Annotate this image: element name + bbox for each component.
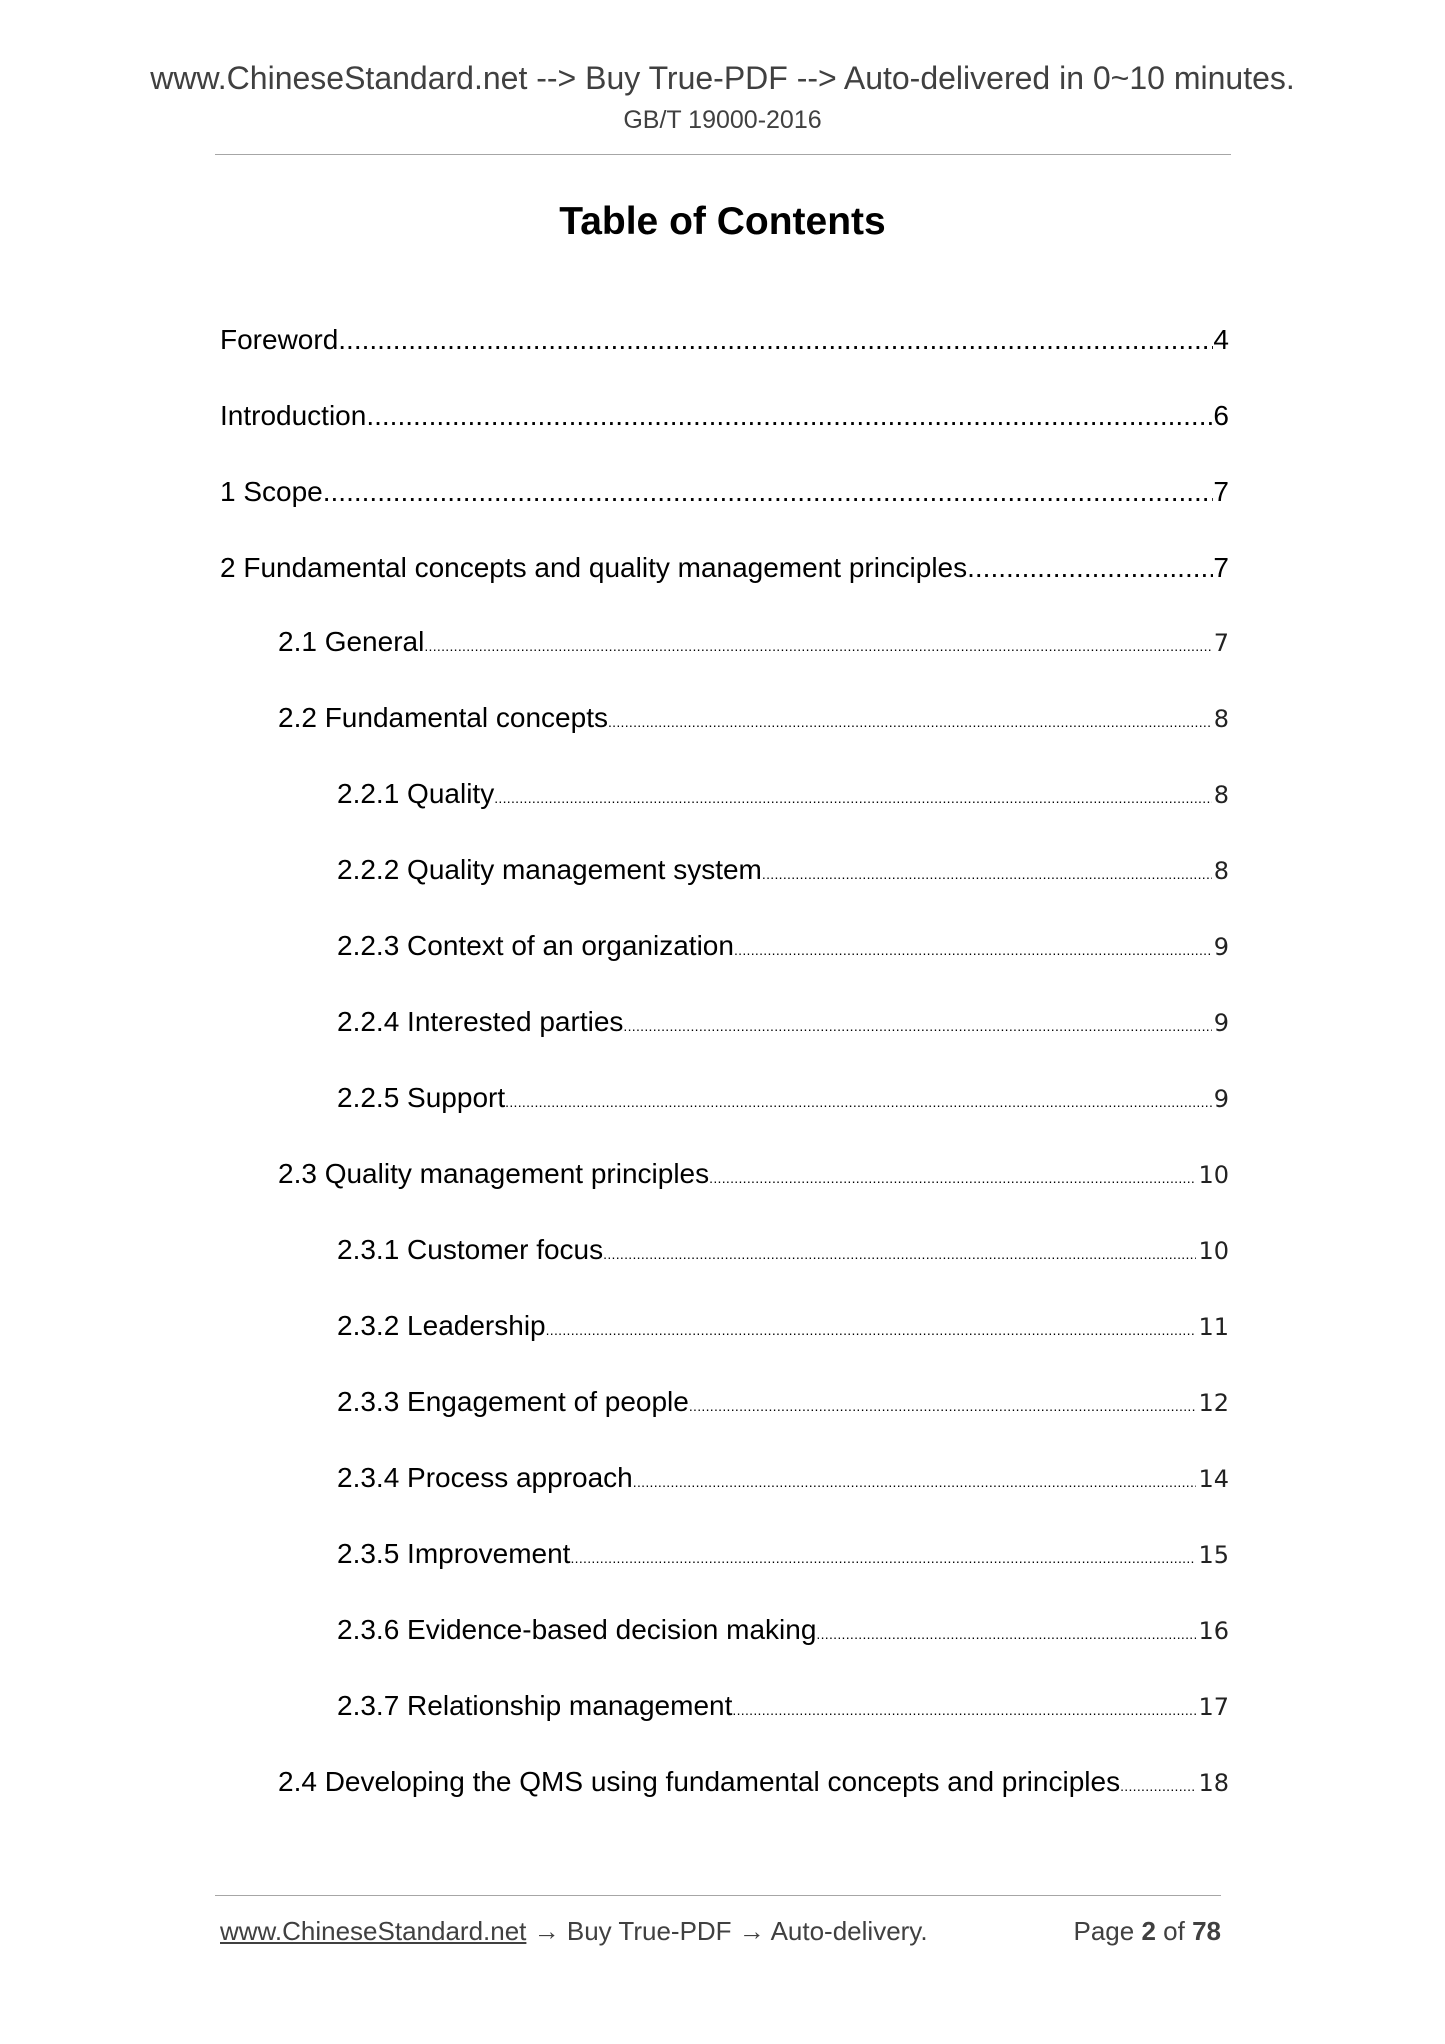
current-page-number: 2 — [1141, 1916, 1156, 1946]
toc-entry[interactable] — [220, 398, 1229, 434]
toc-entry-label: 2.3.4 Process approach — [337, 1462, 633, 1493]
toc-entry-label: 2.2.1 Quality — [337, 778, 495, 809]
page-footer — [220, 1914, 1225, 1948]
toc-entry-label: 2.3.7 Relationship management — [337, 1690, 733, 1721]
toc-entry-page: 15 — [1198, 1541, 1229, 1569]
toc-entry-label: 2.1 General — [278, 626, 425, 657]
toc-entry-label: 2.2.5 Support — [337, 1082, 506, 1113]
toc-entry-page: 7 — [1213, 629, 1229, 657]
toc-entry[interactable] — [278, 1764, 1229, 1800]
toc-entry-label: 2.2.3 Context of an organization — [337, 930, 734, 961]
toc-entry-page: 6 — [1213, 400, 1229, 431]
toc-entry-label: Foreword — [220, 324, 339, 355]
dot-leader — [623, 1008, 1211, 1040]
toc-entry-page: 4 — [1213, 324, 1229, 355]
toc-entry-label: 2.3.5 Improvement — [337, 1538, 571, 1569]
toc-entry[interactable] — [220, 474, 1229, 510]
toc-entry-page: 9 — [1213, 933, 1229, 961]
toc-entry-page: 14 — [1198, 1465, 1229, 1493]
dot-leader — [570, 1540, 1196, 1572]
toc-entry-label: 1 Scope — [220, 476, 323, 507]
dot-leader — [732, 1692, 1196, 1724]
toc-entry-label: Introduction — [220, 400, 367, 431]
toc-entry-page: 9 — [1213, 1085, 1229, 1113]
toc-title: Table of Contents — [559, 200, 886, 243]
toc-entry[interactable] — [337, 776, 1229, 812]
dot-leader — [967, 550, 1213, 586]
toc-entry[interactable] — [337, 1232, 1229, 1268]
dot-leader — [689, 1388, 1197, 1420]
toc-entry-label: 2 Fundamental concepts and quality management principles — [220, 552, 968, 583]
toc-entry-page: 10 — [1198, 1161, 1229, 1189]
toc-entry-page: 7 — [1213, 476, 1229, 507]
dot-leader — [1120, 1768, 1196, 1800]
toc-entry[interactable] — [220, 322, 1229, 358]
toc-entry[interactable] — [337, 1080, 1229, 1116]
toc-entry-page: 7 — [1213, 552, 1229, 583]
toc-entry[interactable] — [278, 1156, 1229, 1192]
toc-entry-label: 2.3.3 Engagement of people — [337, 1386, 689, 1417]
toc-entry-page: 8 — [1213, 781, 1229, 809]
toc-entry[interactable] — [220, 550, 1229, 586]
toc-entry[interactable] — [337, 1460, 1229, 1496]
dot-leader — [608, 704, 1212, 736]
toc-entry[interactable] — [337, 1612, 1229, 1648]
toc-entry-page: 9 — [1213, 1009, 1229, 1037]
toc-entry-page: 17 — [1198, 1693, 1229, 1721]
total-pages: 78 — [1192, 1916, 1221, 1946]
toc-entry-page: 10 — [1198, 1237, 1229, 1265]
dot-leader — [424, 628, 1211, 660]
page-word: Page — [1073, 1916, 1135, 1946]
toc-entry-label: 2.3 Quality management principles — [278, 1158, 710, 1189]
page-indicator — [1073, 1914, 1221, 1948]
dot-leader — [546, 1312, 1197, 1344]
toc-entry-label: 2.2.2 Quality management system — [337, 854, 762, 885]
toc-entry[interactable] — [337, 1308, 1229, 1344]
dot-leader — [494, 780, 1212, 812]
toc-entry[interactable] — [278, 700, 1229, 736]
toc-entry-page: 11 — [1198, 1313, 1229, 1341]
footer-site-link[interactable]: www.ChineseStandard.net — [220, 1916, 527, 1946]
toc-entry[interactable] — [278, 624, 1229, 660]
header-banner: www.ChineseStandard.net --> Buy True-PDF --> Auto-delivered in 0~10 minutes. — [150, 60, 1295, 96]
toc-entry[interactable] — [337, 928, 1229, 964]
header-divider — [215, 154, 1231, 155]
toc-entry[interactable] — [337, 1536, 1229, 1572]
dot-leader — [734, 932, 1212, 964]
dot-leader — [816, 1616, 1196, 1648]
footer-divider — [215, 1895, 1221, 1896]
footer-text: → Buy True-PDF → Auto-delivery. — [526, 1916, 928, 1946]
toc-entry[interactable] — [337, 1688, 1229, 1724]
toc-entry-page: 12 — [1198, 1389, 1229, 1417]
dot-leader — [338, 322, 1213, 358]
toc-entry-page: 8 — [1213, 705, 1229, 733]
dot-leader — [762, 856, 1212, 888]
toc-entry-label: 2.2 Fundamental concepts — [278, 702, 608, 733]
dot-leader — [505, 1084, 1212, 1116]
dot-leader — [709, 1160, 1196, 1192]
toc-entry-label: 2.4 Developing the QMS using fundamental concepts and principles — [278, 1766, 1121, 1797]
toc-entry-label: 2.3.1 Customer focus — [337, 1234, 604, 1265]
of-word: of — [1163, 1916, 1185, 1946]
dot-leader — [603, 1236, 1196, 1268]
toc-entry[interactable] — [337, 1004, 1229, 1040]
dot-leader — [323, 474, 1214, 510]
toc-entry-page: 18 — [1198, 1769, 1229, 1797]
toc-entry[interactable] — [337, 852, 1229, 888]
toc-entry-label: 2.3.2 Leadership — [337, 1310, 546, 1341]
standard-number: GB/T 19000-2016 — [623, 106, 822, 134]
dot-leader — [366, 398, 1213, 434]
toc-entry[interactable] — [337, 1384, 1229, 1420]
toc-entry-label: 2.3.6 Evidence-based decision making — [337, 1614, 817, 1645]
toc-entry-label: 2.2.4 Interested parties — [337, 1006, 624, 1037]
toc-entry-page: 8 — [1213, 857, 1229, 885]
toc-entry-page: 16 — [1198, 1617, 1229, 1645]
dot-leader — [633, 1464, 1197, 1496]
